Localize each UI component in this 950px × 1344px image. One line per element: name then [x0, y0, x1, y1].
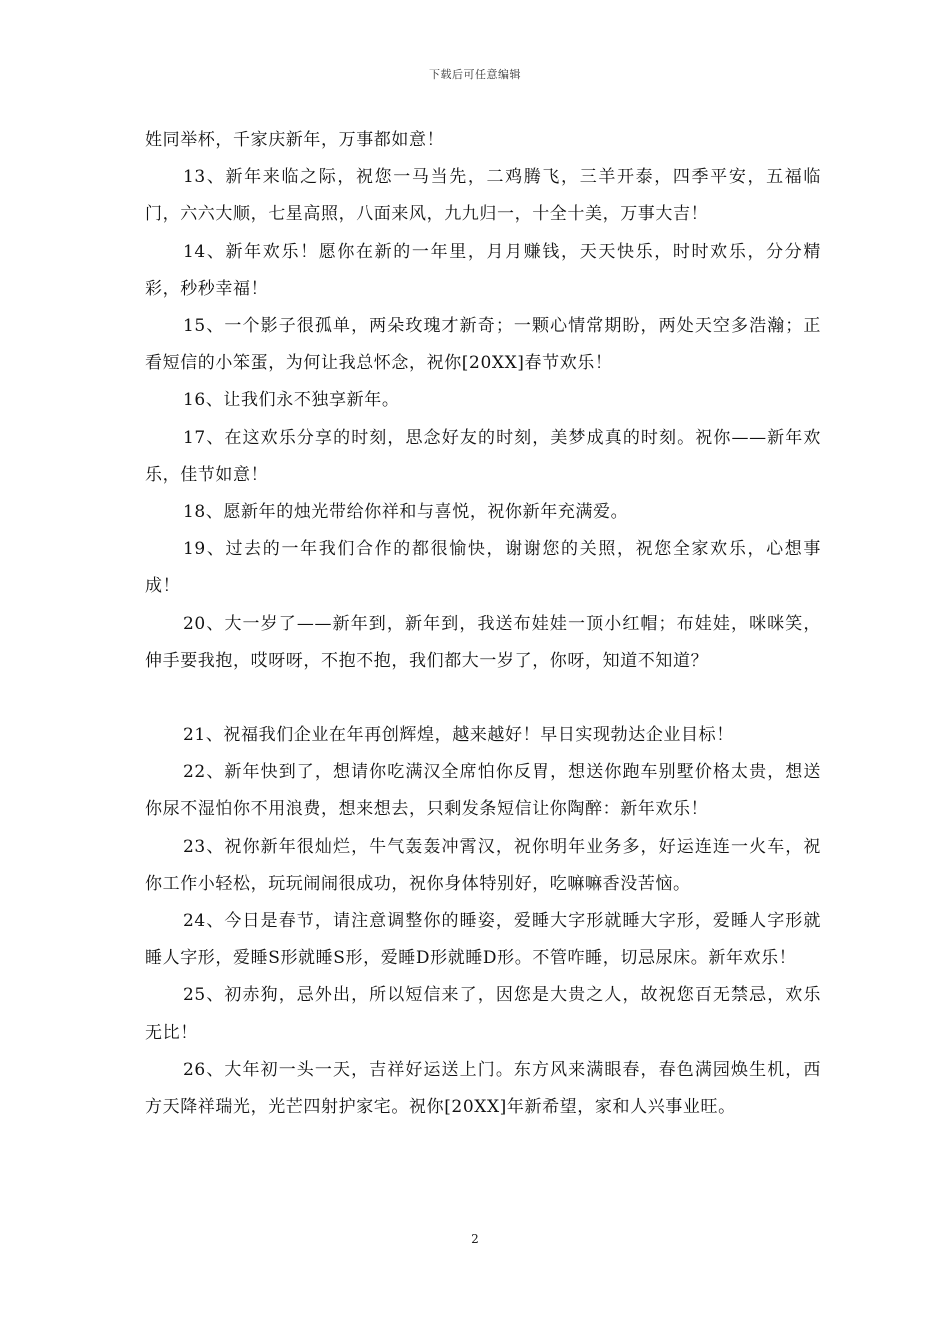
paragraph-23: 23、祝你新年很灿烂，牛气轰轰冲霄汉，祝你明年业务多，好运连连一火车，祝你工作小轻松，玩玩闹闹很成功，祝你身体特别好，吃嘛嘛香没苦恼。: [145, 836, 821, 894]
paragraph-13: 13、新年来临之际，祝您一马当先，二鸡腾飞，三羊开泰，四季平安，五福临门，六六大顺，七星高照，八面来风，九九归一，十全十美，万事大吉！: [145, 167, 821, 225]
paragraph-17: 17、在这欢乐分享的时刻，思念好友的时刻，美梦成真的时刻。祝你——新年欢乐，佳节如意！: [145, 427, 821, 485]
paragraph-18: 18、愿新年的烛光带给你祥和与喜悦，祝你新年充满爱。: [183, 502, 629, 523]
page-header: 下载后可任意编辑: [429, 68, 521, 81]
paragraph-19: 19、过去的一年我们合作的都很愉快，谢谢您的关照，祝您全家欢乐，心想事成！: [145, 539, 821, 597]
page-number: 2: [471, 1232, 479, 1246]
paragraph-21: 21、祝福我们企业在年再创辉煌，越来越好！早日实现勃达企业目标！: [183, 725, 734, 746]
paragraph-15: 15、一个影子很孤单，两朵玫瑰才新奇；一颗心情常期盼，两处天空多浩瀚；正看短信的小笨蛋，为何让我总怀念，祝你[20XX]春节欢乐！: [145, 316, 821, 374]
paragraph-24: 24、今日是春节，请注意调整你的睡姿，爱睡大字形就睡大字形，爱睡人字形就睡人字形，爱睡S形就睡S形，爱睡D形就睡D形。不管咋睡，切忌尿床。新年欢乐！: [145, 911, 821, 969]
paragraph-16: 16、让我们永不独享新年。: [183, 390, 400, 411]
paragraph-25: 25、初赤狗，忌外出，所以短信来了，因您是大贵之人，故祝您百无禁忌，欢乐无比！: [145, 985, 821, 1043]
paragraph-continuation: 姓同举杯，千家庆新年，万事都如意！: [145, 130, 445, 150]
paragraph-14: 14、新年欢乐！愿你在新的一年里，月月赚钱，天天快乐，时时欢乐，分分精彩，秒秒幸福！: [145, 241, 821, 299]
paragraph-22: 22、新年快到了，想请你吃满汉全席怕你反胃，想送你跑车别墅价格太贵，想送你尿不湿怕你不用浪费，想来想去，只剩发条短信让你陶醉：新年欢乐！: [145, 762, 821, 820]
paragraph-20: 20、大一岁了——新年到，新年到，我送布娃娃一顶小红帽；布娃娃，咪咪笑，伸手要我抱，哎呀呀，不抱不抱，我们都大一岁了，你呀，知道不知道？: [145, 613, 821, 671]
document-body: [145, 122, 821, 1126]
blank-line: [145, 680, 821, 717]
paragraph-26: 26、大年初一头一天，吉祥好运送上门。东方风来满眼春，春色满园焕生机，西方天降祥瑞光，光芒四射护家宅。祝你[20XX]年新希望，家和人兴事业旺。: [145, 1059, 821, 1118]
